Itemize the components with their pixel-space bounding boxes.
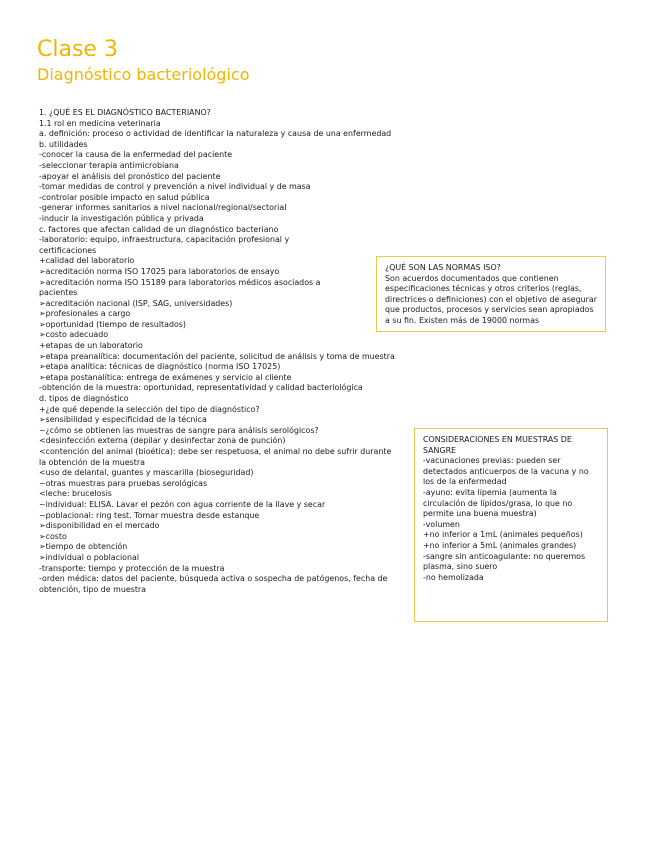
notes-line: ➢acreditación norma ISO 15189 para laboratorios médicos asociados a pacientes <box>39 277 321 298</box>
notes-line: +calidad del laboratorio <box>39 256 135 266</box>
notes-line: ➢profesionales a cargo <box>39 309 131 319</box>
notes-line: ➢sensibilidad y especificidad de la técnica <box>39 415 207 425</box>
notes-line: ➢acreditación nacional (ISP, SAG, universidades) <box>39 298 233 308</box>
notes-line: -controlar posible impacto en salud pública <box>39 192 210 202</box>
iso-callout-text: Son acuerdos documentados que contienen especificaciones técnicas y otros criterios (reglas, directrices o definiciones) con el objetivo de asegurar que productos, procesos y servicios sean apropiados a su fin. Existen más de 19000 normas <box>385 273 597 325</box>
notes-line: ➢etapa postanalítica: entrega de exámenes y servicio al cliente <box>39 372 292 382</box>
page-title: Clase 3 <box>37 37 118 62</box>
notes-line: ➢etapa analítica: técnicas de diagnóstico (norma ISO 17025) <box>39 362 281 372</box>
notes-line: 1. ¿QUÉ ES EL DIAGNÓSTICO BACTERIANO? <box>39 108 211 117</box>
notes-line: -inducir la investigación pública y privada <box>39 213 204 223</box>
notes-line: ➢individual o poblacional <box>39 552 140 562</box>
iso-callout-heading: ¿QUÉ SON LAS NORMAS ISO? <box>385 263 501 272</box>
blood-samples-callout-item: +no inferior a 1mL (animales pequeños) <box>423 530 583 540</box>
notes-line: c. factores que afectan calidad de un diagnóstico bacteriano <box>39 224 279 234</box>
notes-line: -transporte: tiempo y protección de la muestra <box>39 563 225 573</box>
blood-samples-callout-item: -vacunaciones previas: pueden ser detectados anticuerpos de la vacuna y no los de la enfermedad <box>423 456 589 487</box>
notes-line: -orden médica: datos del paciente, búsqueda activa o sospecha de patógenos, fecha de obtención, tipo de muestra <box>39 574 388 594</box>
notes-line: b. utilidades <box>39 139 88 149</box>
notes-line: ➢tiempo de obtención <box>39 542 128 552</box>
notes-line: <uso de delantal, guantes y mascarilla (bioseguridad) <box>39 468 254 478</box>
notes-line: ➢costo adecuado <box>39 330 109 340</box>
notes-line: ➢disponibilidad en el mercado <box>39 521 160 531</box>
blood-samples-callout-item: -ayuno: evita lipemia (aumenta la circulación de lípidos/grasa, lo que no permite una buena muestra) <box>423 487 573 519</box>
notes-line: <contención del animal (bioética): debe ser respetuosa, el animal no debe sufrir durante la obtención de la muestra <box>39 447 392 467</box>
notes-line: ~individual: ELISA. Lavar el pezón con agua corriente de la llave y secar <box>39 499 326 509</box>
blood-samples-callout-item: +no inferior a 5mL (animales grandes) <box>423 540 577 550</box>
notes-line: +¿de qué depende la selección del tipo de diagnóstico? <box>39 404 260 414</box>
notes-line: a. definición: proceso o actividad de identificar la naturaleza y causa de una enfermedad <box>39 129 392 139</box>
notes-line: <leche: brucelosis <box>39 489 112 499</box>
page-subtitle: Diagnóstico bacteriológico <box>37 65 250 84</box>
notes-line: -laboratorio: equipo, infraestructura, capacitación profesional y certificaciones <box>39 235 290 255</box>
notes-line: ➢costo <box>39 531 67 541</box>
notes-line: ~¿cómo se obtienen las muestras de sangre para análisis serológicos? <box>39 425 319 435</box>
notes-line: ➢acreditación norma ISO 17025 para laboratorios de ensayo <box>39 266 280 276</box>
notes-line: d. tipos de diagnóstico <box>39 394 129 404</box>
notes-line: -apoyar el análisis del pronóstico del paciente <box>39 171 221 181</box>
notes-line: +etapas de un laboratorio <box>39 341 143 351</box>
blood-samples-callout-box <box>414 428 608 622</box>
blood-samples-callout-item: -sangre sin anticoagulante: no queremos plasma, sino suero <box>423 551 586 572</box>
notes-line: -seleccionar terapia antimicrobiana <box>39 160 179 170</box>
notes-line: -generar informes sanitarios a nivel nacional/regional/sectorial <box>39 203 287 213</box>
notes-line: 1.1 rol en medicina veterinaria <box>39 118 161 128</box>
blood-samples-callout-heading: CONSIDERACIONES EN MUESTRAS DE SANGRE <box>423 435 572 455</box>
notes-line: <desinfección externa (depilar y desinfectar zona de punción) <box>39 436 286 446</box>
notes-body <box>39 108 424 595</box>
blood-samples-callout-item: -no hemolizada <box>423 572 484 582</box>
notes-line: -conocer la causa de la enfermedad del paciente <box>39 150 233 160</box>
notes-line: ➢oportunidad (tiempo de resultados) <box>39 319 186 329</box>
notes-line: -tomar medidas de control y prevención a nivel individual y de masa <box>39 182 311 192</box>
notes-line: ~otras muestras para pruebas serológicas <box>39 478 208 488</box>
notes-line: ~poblacional: ring test. Tomar muestra desde estanque <box>39 510 260 520</box>
iso-callout-box <box>376 256 606 332</box>
notes-line: ➢etapa preanalítica: documentación del paciente, solicitud de análisis y toma de muestra <box>39 351 395 361</box>
blood-samples-callout-item: -volumen <box>423 519 460 529</box>
notes-line: -obtención de la muestra: oportunidad, representatividad y calidad bacteriológica <box>39 383 363 393</box>
